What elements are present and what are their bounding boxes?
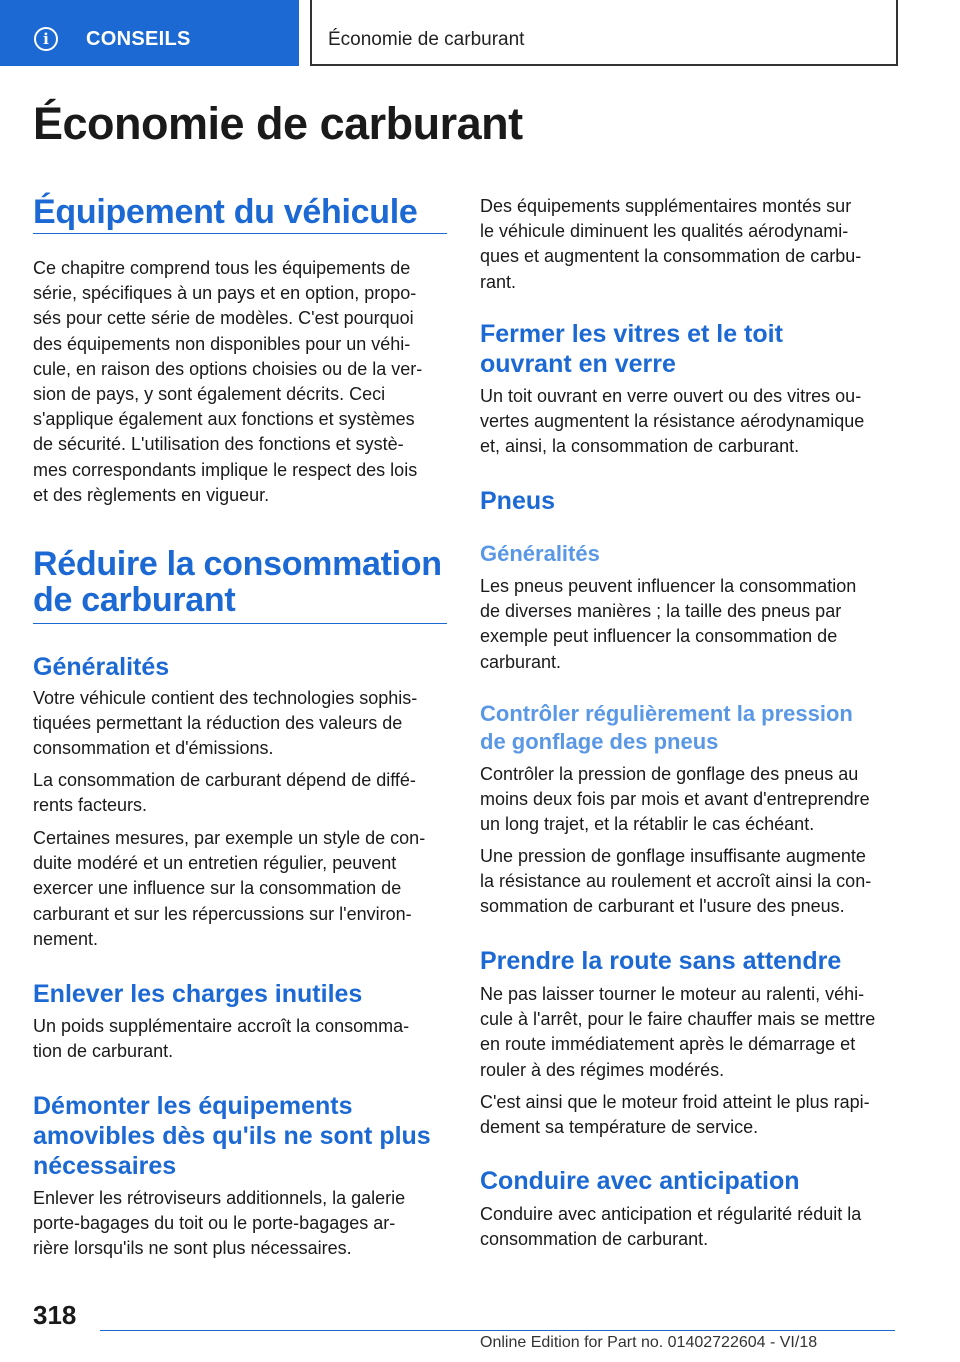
paragraph-route-2: C'est ainsi que le moteur froid atteint le plus rapi- dement sa température de service. [480, 1092, 870, 1138]
info-icon: i [34, 27, 58, 51]
paragraph-vitres: Un toit ouvrant en verre ouvert ou des vitres ou- vertes augmentent la résistance aérodynamique et, ainsi, la consommation de carburant. [480, 386, 865, 457]
heading-vitres: Fermer les vitres et le toit ouvrant en verre [480, 320, 783, 378]
footer-rule [100, 1330, 895, 1331]
paragraph-intro: Des équipements supplémentaires montés sur le véhicule diminuent les qualités aérodynami- ques et augmentent la consommation de carbu- rant. [480, 196, 862, 292]
heading-charges: Enlever les charges inutiles [33, 980, 363, 1008]
tab-conseils-label: CONSEILS [86, 28, 191, 50]
paragraph-generalites-1: Votre véhicule contient des technologies sophis- tiquées permettant la réduction des valeurs de consommation et d'émissions. [33, 688, 418, 759]
paragraph-generalites-3: Certaines mesures, par exemple un style de con- duite modéré et un entretien régulier, peuvent exercer une influence sur la consommation de carburant et sur les répercussions sur l'environ- nement. [33, 828, 426, 949]
paragraph-charges: Un poids supplémentaire accroît la consomma- tion de carburant. [33, 1016, 410, 1062]
page-number: 318 [33, 1300, 77, 1330]
heading-demonter: Démonter les équipements amovibles dès qu'ils ne sont plus nécessaires [33, 1092, 431, 1180]
paragraph-pression-2: Une pression de gonflage insuffisante augmente la résistance au roulement et accroît ainsi la con- sommation de carburant et l'usure des pneus. [480, 846, 872, 917]
heading-reduire: Réduire la consommation de carburant [33, 545, 442, 619]
heading-pneus-generalites: Généralités [480, 541, 600, 566]
tab-conseils[interactable] [0, 0, 299, 66]
edition-label: Online Edition for Part no. 01402722604 - VI/18 [480, 1334, 818, 1351]
paragraph-route-1: Ne pas laisser tourner le moteur au ralenti, véhi- cule à l'arrêt, pour le faire chauffer mais se mettre en route immédiatement après le démarrage et rouler à des régimes modérés. [480, 984, 876, 1080]
header-tab-bar [0, 0, 960, 66]
tab-economie-label: Économie de carburant [328, 29, 525, 50]
heading-anticipation: Conduire avec anticipation [480, 1167, 800, 1195]
heading-generalites: Généralités [33, 653, 170, 681]
page-title: Économie de carburant [33, 98, 523, 149]
paragraph-anticipation: Conduire avec anticipation et régularité réduit la consommation de carburant. [480, 1204, 862, 1250]
paragraph-demonter: Enlever les rétroviseurs additionnels, la galerie porte-bagages du toit ou le porte-bagages ar- rière lorsqu'ils ne sont plus nécessaires. [33, 1188, 406, 1259]
heading-equipement: Équipement du véhicule [33, 193, 418, 231]
tab-economie-carburant[interactable] [310, 0, 898, 66]
heading-pneus: Pneus [480, 487, 556, 515]
paragraph-pression-1: Contrôler la pression de gonflage des pneus au moins deux fois par mois et avant d'entreprendre un long trajet, et la rétablir le cas échéant. [480, 764, 870, 835]
heading-rule [33, 233, 447, 234]
heading-pression: Contrôler régulièrement la pression de gonflage des pneus [480, 701, 853, 754]
paragraph-equipement: Ce chapitre comprend tous les équipements de série, spécifiques à un pays et en option, propo- sés pour cette série de modèles. C'est pourquoi des équipements non disponibles pour un véhi- cule, en raison des options choisies ou de la ver- sion de pays, y sont également décrits. Ceci s'applique également aux fonctions et systèmes de sécurité. L'utilisation des fonctions et systè- mes correspondants implique le respect des lois et des règlements en vigueur. [33, 258, 423, 505]
paragraph-generalites-2: La consommation de carburant dépend de diffé- rents facteurs. [33, 770, 416, 816]
heading-route: Prendre la route sans attendre [480, 947, 842, 975]
heading-rule [33, 623, 447, 624]
paragraph-pneus-generalites: Les pneus peuvent influencer la consommation de diverses manières ; la taille des pneus par exemple peut influencer la consommation de carburant. [480, 576, 857, 672]
